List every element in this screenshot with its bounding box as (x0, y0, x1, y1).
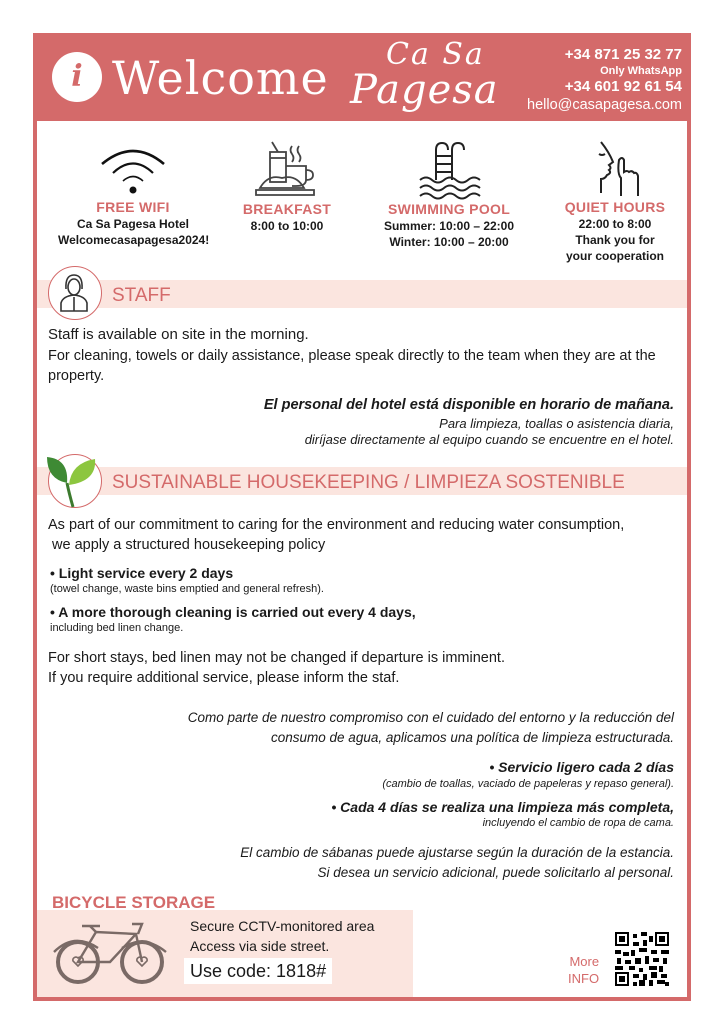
hk-en-intro2: we apply a structured housekeeping policy (48, 537, 326, 553)
qr-code-icon[interactable] (615, 932, 669, 986)
amenity-title: SWIMMING POOL (387, 201, 511, 217)
amenity-pool (374, 140, 524, 250)
phone-number[interactable]: +34 871 25 32 77 (564, 46, 682, 63)
pool-summer-hours: Summer: 10:00 – 22:00 (383, 219, 515, 233)
welcome-title: Welcome (112, 51, 329, 105)
more-info-label[interactable] (568, 953, 599, 987)
housekeeping-title: SUSTAINABLE HOUSEKEEPING / LIMPIEZA SOSTENIBLE (112, 472, 625, 493)
wifi-network: Ca Sa Pagesa Hotel (76, 217, 190, 231)
bicycle-access-code: Use code: 1818# (184, 958, 332, 984)
hk-en-outro2: If you require additional service, please inform the staf. (48, 670, 400, 686)
more-info-line2: INFO (568, 971, 600, 986)
bicycle-icon (52, 918, 168, 988)
hk-es-bullet1: • Servicio ligero cada 2 días (489, 759, 674, 775)
amenity-title: BREAKFAST (242, 201, 332, 217)
bicycle-title: BICYCLE STORAGE (52, 893, 216, 912)
breakfast-icon (252, 140, 322, 200)
staff-es-body1: Para limpieza, toallas o asistencia diaria, (439, 416, 674, 431)
hk-es-intro1: Como parte de nuestro compromiso con el cuidado del entorno y la reducción del (187, 710, 674, 725)
amenity-wifi (58, 140, 208, 248)
staff-person-icon (48, 266, 102, 320)
amenity-breakfast (232, 140, 342, 234)
contact-block (527, 46, 682, 114)
whatsapp-label: Only WhatsApp (600, 65, 682, 77)
email-address[interactable]: hello@casapagesa.com (527, 97, 682, 113)
hk-es-bullet2-note: incluyendo el cambio de ropa de cama. (482, 817, 674, 829)
staff-es-body2: diríjase directamente al equipo cuando se encuentre en el hotel. (304, 432, 674, 447)
quiet-icon (585, 140, 645, 198)
info-icon (52, 52, 102, 102)
hk-en-bullet1-note: (towel change, waste bins emptied and general refresh). (50, 583, 324, 595)
more-info-line1: More (569, 954, 600, 969)
quiet-hours-note2: your cooperation (565, 249, 664, 263)
whatsapp-number[interactable]: +34 601 92 61 54 (564, 78, 682, 95)
pool-winter-hours: Winter: 10:00 – 20:00 (389, 235, 509, 249)
breakfast-hours: 8:00 to 10:00 (250, 219, 324, 233)
wifi-password[interactable]: Welcomecasapagesa2024! (58, 233, 210, 247)
info-glyph: i (71, 59, 83, 94)
brand-logo (348, 37, 499, 118)
amenity-title: FREE WIFI (96, 199, 170, 215)
hk-en-bullet2: • A more thorough cleaning is carried out every 4 days, (50, 604, 416, 620)
logo-line2: Pagesa (350, 67, 499, 113)
logo-line1: Ca Sa (386, 37, 485, 72)
leaf-icon (48, 454, 102, 508)
swimming-pool-icon (414, 140, 484, 200)
hk-en-bullet1: • Light service every 2 days (50, 565, 234, 581)
hk-en-bullet2-note: including bed linen change. (50, 622, 184, 634)
staff-es-lead: El personal del hotel está disponible en horario de mañana. (263, 397, 674, 413)
hk-en-outro1: For short stays, bed linen may not be changed if departure is imminent. (48, 650, 505, 666)
staff-title: STAFF (112, 285, 171, 306)
bicycle-line2: Access via side street. (190, 938, 330, 954)
staff-en-body: For cleaning, towels or daily assistance, please speak directly to the team when they are at the property. (48, 348, 656, 384)
wifi-icon (98, 140, 168, 198)
amenity-quiet-hours (556, 140, 674, 264)
staff-en-lead: Staff is available on site in the morning. (48, 326, 309, 343)
quiet-hours-time: 22:00 to 8:00 (578, 217, 652, 231)
bicycle-line1: Secure CCTV-monitored area (190, 918, 375, 934)
hk-es-bullet2: • Cada 4 días se realiza una limpieza más completa, (331, 799, 674, 815)
hk-es-outro2: Si desea un servicio adicional, puede solicitarlo al personal. (317, 865, 674, 880)
hk-es-bullet1-note: (cambio de toallas, vaciado de papeleras y repaso general). (382, 778, 674, 790)
hk-es-intro2: consumo de agua, aplicamos una política de limpieza estructurada. (271, 730, 674, 745)
amenity-title: QUIET HOURS (564, 199, 666, 215)
hk-es-outro1: El cambio de sábanas puede ajustarse según la duración de la estancia. (240, 845, 674, 860)
quiet-hours-note1: Thank you for (575, 233, 655, 247)
hk-en-intro1: As part of our commitment to caring for the environment and reducing water consumption, (48, 517, 625, 533)
